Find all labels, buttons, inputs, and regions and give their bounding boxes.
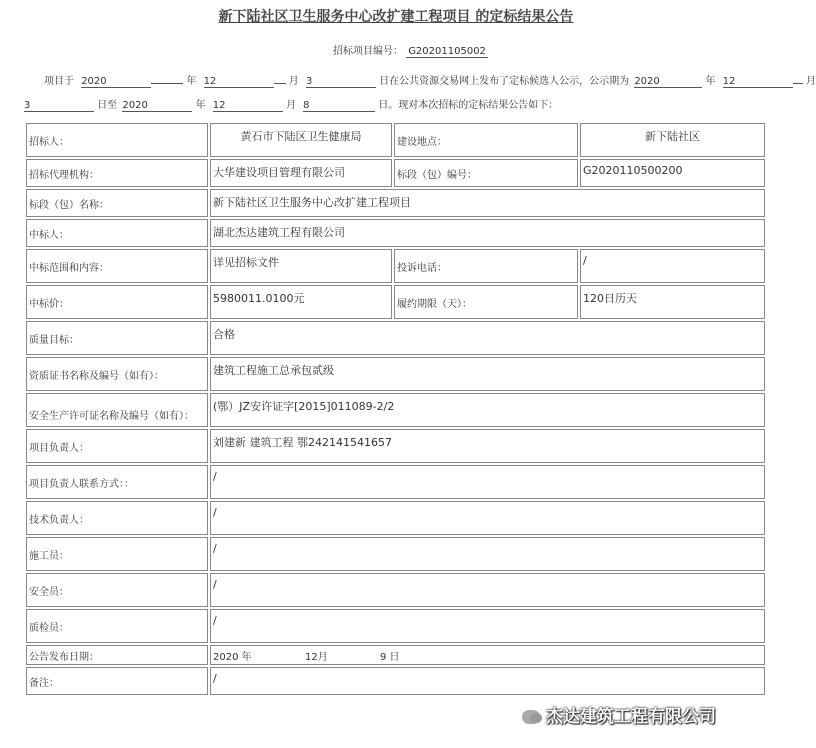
- quality-label: 质量目标：: [26, 321, 208, 355]
- publish-day: 9 日: [380, 651, 400, 663]
- publish-month: 12月: [305, 651, 328, 663]
- tech-lead-value: /: [210, 501, 765, 535]
- price-value: 5980011.0100元: [210, 285, 392, 319]
- inspector-label: 质检员：: [26, 609, 208, 643]
- table-row: [26, 393, 765, 427]
- table-row: [26, 357, 765, 391]
- publish-date-label: 公告发布日期：: [26, 645, 208, 665]
- project-number-label: 招标项目编号：: [333, 46, 403, 57]
- table-row: [26, 321, 765, 355]
- table-row: [26, 537, 765, 571]
- table-row: [26, 249, 765, 283]
- table-row: [26, 609, 765, 643]
- table-row: [26, 429, 765, 463]
- agency-value: 大华建设项目管理有限公司: [210, 159, 392, 187]
- page-title: 新下陆社区卫生服务中心改扩建工程项目 的定标结果公告: [218, 9, 574, 25]
- project-number-value: G20201105002: [408, 46, 486, 57]
- intro-year-1: 2020: [81, 76, 151, 88]
- table-row: [26, 285, 765, 319]
- price-label: 中标价：: [26, 285, 208, 319]
- safety-officer-label: 安全员：: [26, 573, 208, 607]
- intro-day-2: 3: [24, 100, 94, 112]
- publish-date-value: [210, 645, 765, 665]
- qualification-value: 建筑工程施工总承包贰级: [210, 357, 765, 391]
- watermark: [522, 702, 716, 727]
- agency-label: 招标代理机构：: [26, 159, 208, 187]
- project-number-line: [333, 42, 488, 58]
- tenderer-value: 黄石市下陆区卫生健康局: [210, 123, 392, 157]
- qualification-label: 资质证书名称及编号（如有）：: [26, 357, 208, 391]
- intro-month-2: 12: [723, 76, 793, 88]
- intro-text: 年: [186, 76, 197, 87]
- winner-label: 中标人：: [26, 219, 208, 247]
- safety-permit-label: 安全生产许可证名称及编号（如有）：: [26, 393, 208, 427]
- intro-text: 月: [285, 100, 296, 111]
- intro-day-3: 8: [303, 100, 375, 112]
- table-row: [26, 465, 765, 499]
- intro-text: 年: [705, 76, 716, 87]
- scope-label: 中标范围和内容：: [26, 249, 208, 283]
- site-label: 建设地点：: [394, 123, 578, 157]
- table-row: [26, 501, 765, 535]
- intro-year-2: 2020: [634, 76, 702, 88]
- intro-day-1: 3: [306, 76, 376, 88]
- intro-line-1: [44, 72, 816, 88]
- intro-month-1: 12: [204, 76, 274, 88]
- constructor-value: /: [210, 537, 765, 571]
- period-value: 120日历天: [580, 285, 765, 319]
- complaint-value: /: [580, 249, 765, 283]
- manager-value: 刘建新 建筑工程 鄂242141541657: [210, 429, 765, 463]
- site-value: 新下陆社区: [580, 123, 765, 157]
- scope-value: 详见招标文件: [210, 249, 392, 283]
- section-name-label: 标段（包）名称：: [26, 189, 208, 217]
- safety-permit-value: (鄂）JZ安许证字[2015]011089-2/2: [210, 393, 765, 427]
- manager-label: 项目负责人：: [26, 429, 208, 463]
- inspector-value: /: [210, 609, 765, 643]
- remarks-value: /: [210, 667, 765, 695]
- result-table: [24, 121, 767, 697]
- quality-value: 合格: [210, 321, 765, 355]
- tenderer-label: 招标人：: [26, 123, 208, 157]
- intro-year-3: 2020: [122, 100, 192, 112]
- tech-lead-label: 技术负责人：: [26, 501, 208, 535]
- complaint-label: 投诉电话：: [394, 249, 578, 283]
- section-name-value: 新下陆社区卫生服务中心改扩建工程项目: [210, 189, 765, 217]
- wechat-icon: [522, 710, 540, 724]
- table-row: [26, 123, 765, 157]
- section-no-label: 标段（包）编号：: [394, 159, 578, 187]
- table-row: [26, 667, 765, 695]
- table-row: [26, 645, 765, 665]
- remarks-label: 备注：: [26, 667, 208, 695]
- intro-text: 日在公共资源交易网上发布了定标候选人公示，公示期为: [379, 76, 630, 87]
- intro-text: 月: [288, 76, 299, 87]
- table-row: [26, 219, 765, 247]
- winner-value: 湖北杰达建筑工程有限公司: [210, 219, 765, 247]
- safety-officer-value: /: [210, 573, 765, 607]
- section-no-value: G2020110500200: [580, 159, 765, 187]
- intro-text: 日。现对本次招标的定标结果公告如下：: [378, 100, 559, 111]
- intro-month-3: 12: [213, 100, 283, 112]
- table-row: [26, 159, 765, 187]
- constructor-label: 施工员：: [26, 537, 208, 571]
- publish-year: 2020 年: [213, 651, 252, 663]
- intro-text: 月: [805, 76, 816, 87]
- table-row: [26, 189, 765, 217]
- intro-text: 项目于: [44, 76, 74, 87]
- manager-contact-value: /: [210, 465, 765, 499]
- intro-text: 年: [195, 100, 206, 111]
- manager-contact-label: 项目负责人联系方式：：: [26, 465, 208, 499]
- intro-text: 日至: [97, 100, 118, 111]
- watermark-text: 杰达建筑工程有限公司: [546, 707, 716, 727]
- period-label: 履约期限（天）：: [394, 285, 578, 319]
- table-row: [26, 573, 765, 607]
- intro-line-2: [24, 96, 558, 112]
